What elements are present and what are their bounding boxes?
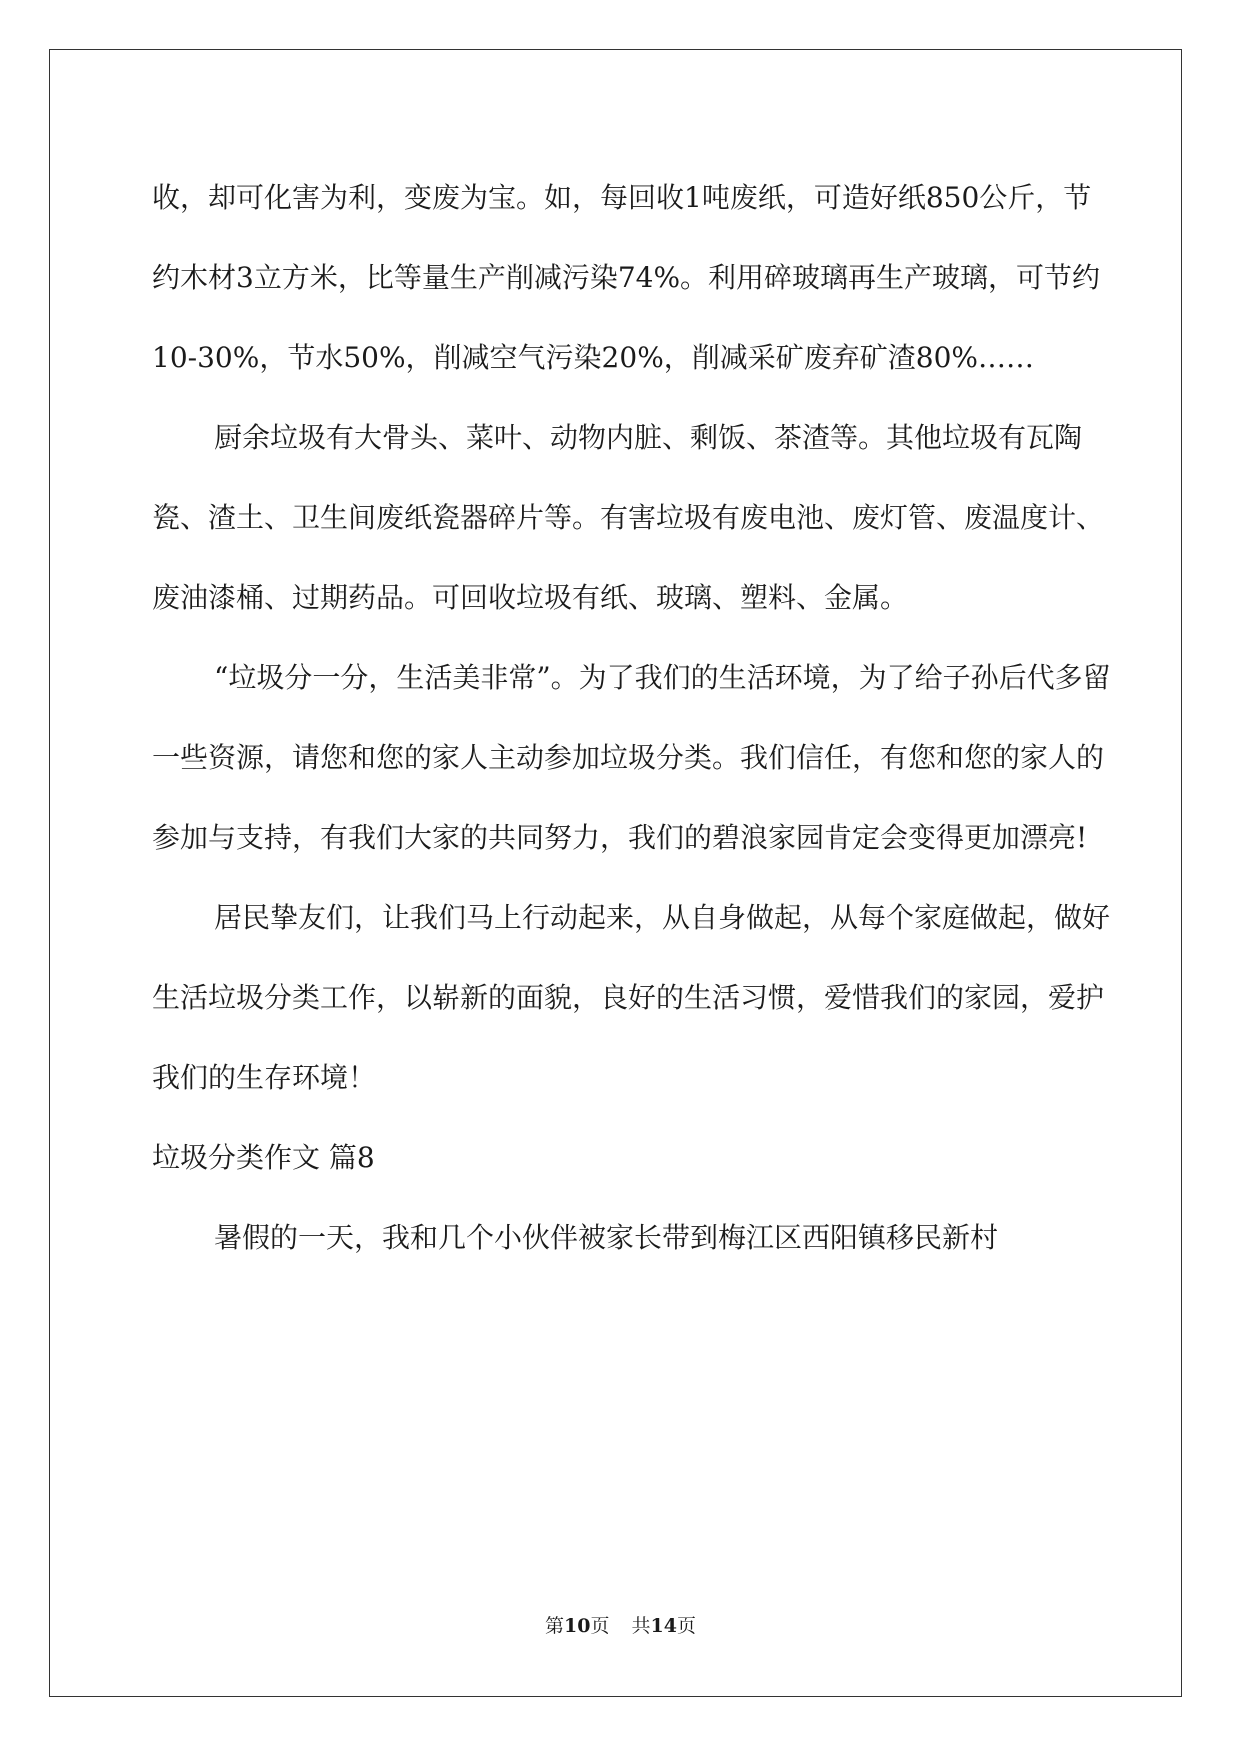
section-heading: 垃圾分类作文 篇8 [152, 1141, 375, 1174]
page-prefix: 第 [545, 1615, 565, 1637]
paragraph-call-to-action: 居民挚友们，让我们马上行动起来，从自身做起，从每个家庭做起，做好生活垃圾分类工作，以崭新的面貌，良好的生活习惯，爱惜我们的家园，爱护我们的生存环境！ [152, 901, 1111, 1094]
total-pages: 14 [650, 1615, 677, 1637]
paragraph-waste-categories: 厨余垃圾有大骨头、菜叶、动物内脏、剩饭、茶渣等。其他垃圾有瓦陶瓷、渣土、卫生间废纸瓷器碎片等。有害垃圾有废电池、废灯管、废温度计、废油漆桶、过期药品。可回收垃圾有纸、玻璃、塑料、金属。 [152, 421, 1105, 614]
paragraph-recycling-benefits: 收，却可化害为利，变废为宝。如，每回收1吨废纸，可造好纸850公斤，节约木材3立方米，比等量生产削减污染74%。利用碎玻璃再生产玻璃，可节约10-30%，节水50%，削减空气污染20%，削减采矿废弃矿渣80%…… [152, 181, 1101, 374]
page-number: 10 [564, 1615, 591, 1637]
document-body [152, 158, 1112, 1278]
paragraph-call-to-participate: “垃圾分一分，生活美非常”。为了我们的生活环境，为了给子孙后代多留一些资源，请您和您的家人主动参加垃圾分类。我们信任，有您和您的家人的参加与支持，有我们大家的共同努力，我们的碧浪家园肯定会变得更加漂亮! [152, 661, 1111, 854]
paragraph-essay-opening: 暑假的一天，我和几个小伙伴被家长带到梅江区西阳镇移民新村 [214, 1221, 999, 1254]
page-footer [0, 1611, 1241, 1638]
total-suffix: 页 [676, 1615, 696, 1637]
total-prefix: 共 [631, 1615, 651, 1637]
page-suffix: 页 [590, 1615, 610, 1637]
